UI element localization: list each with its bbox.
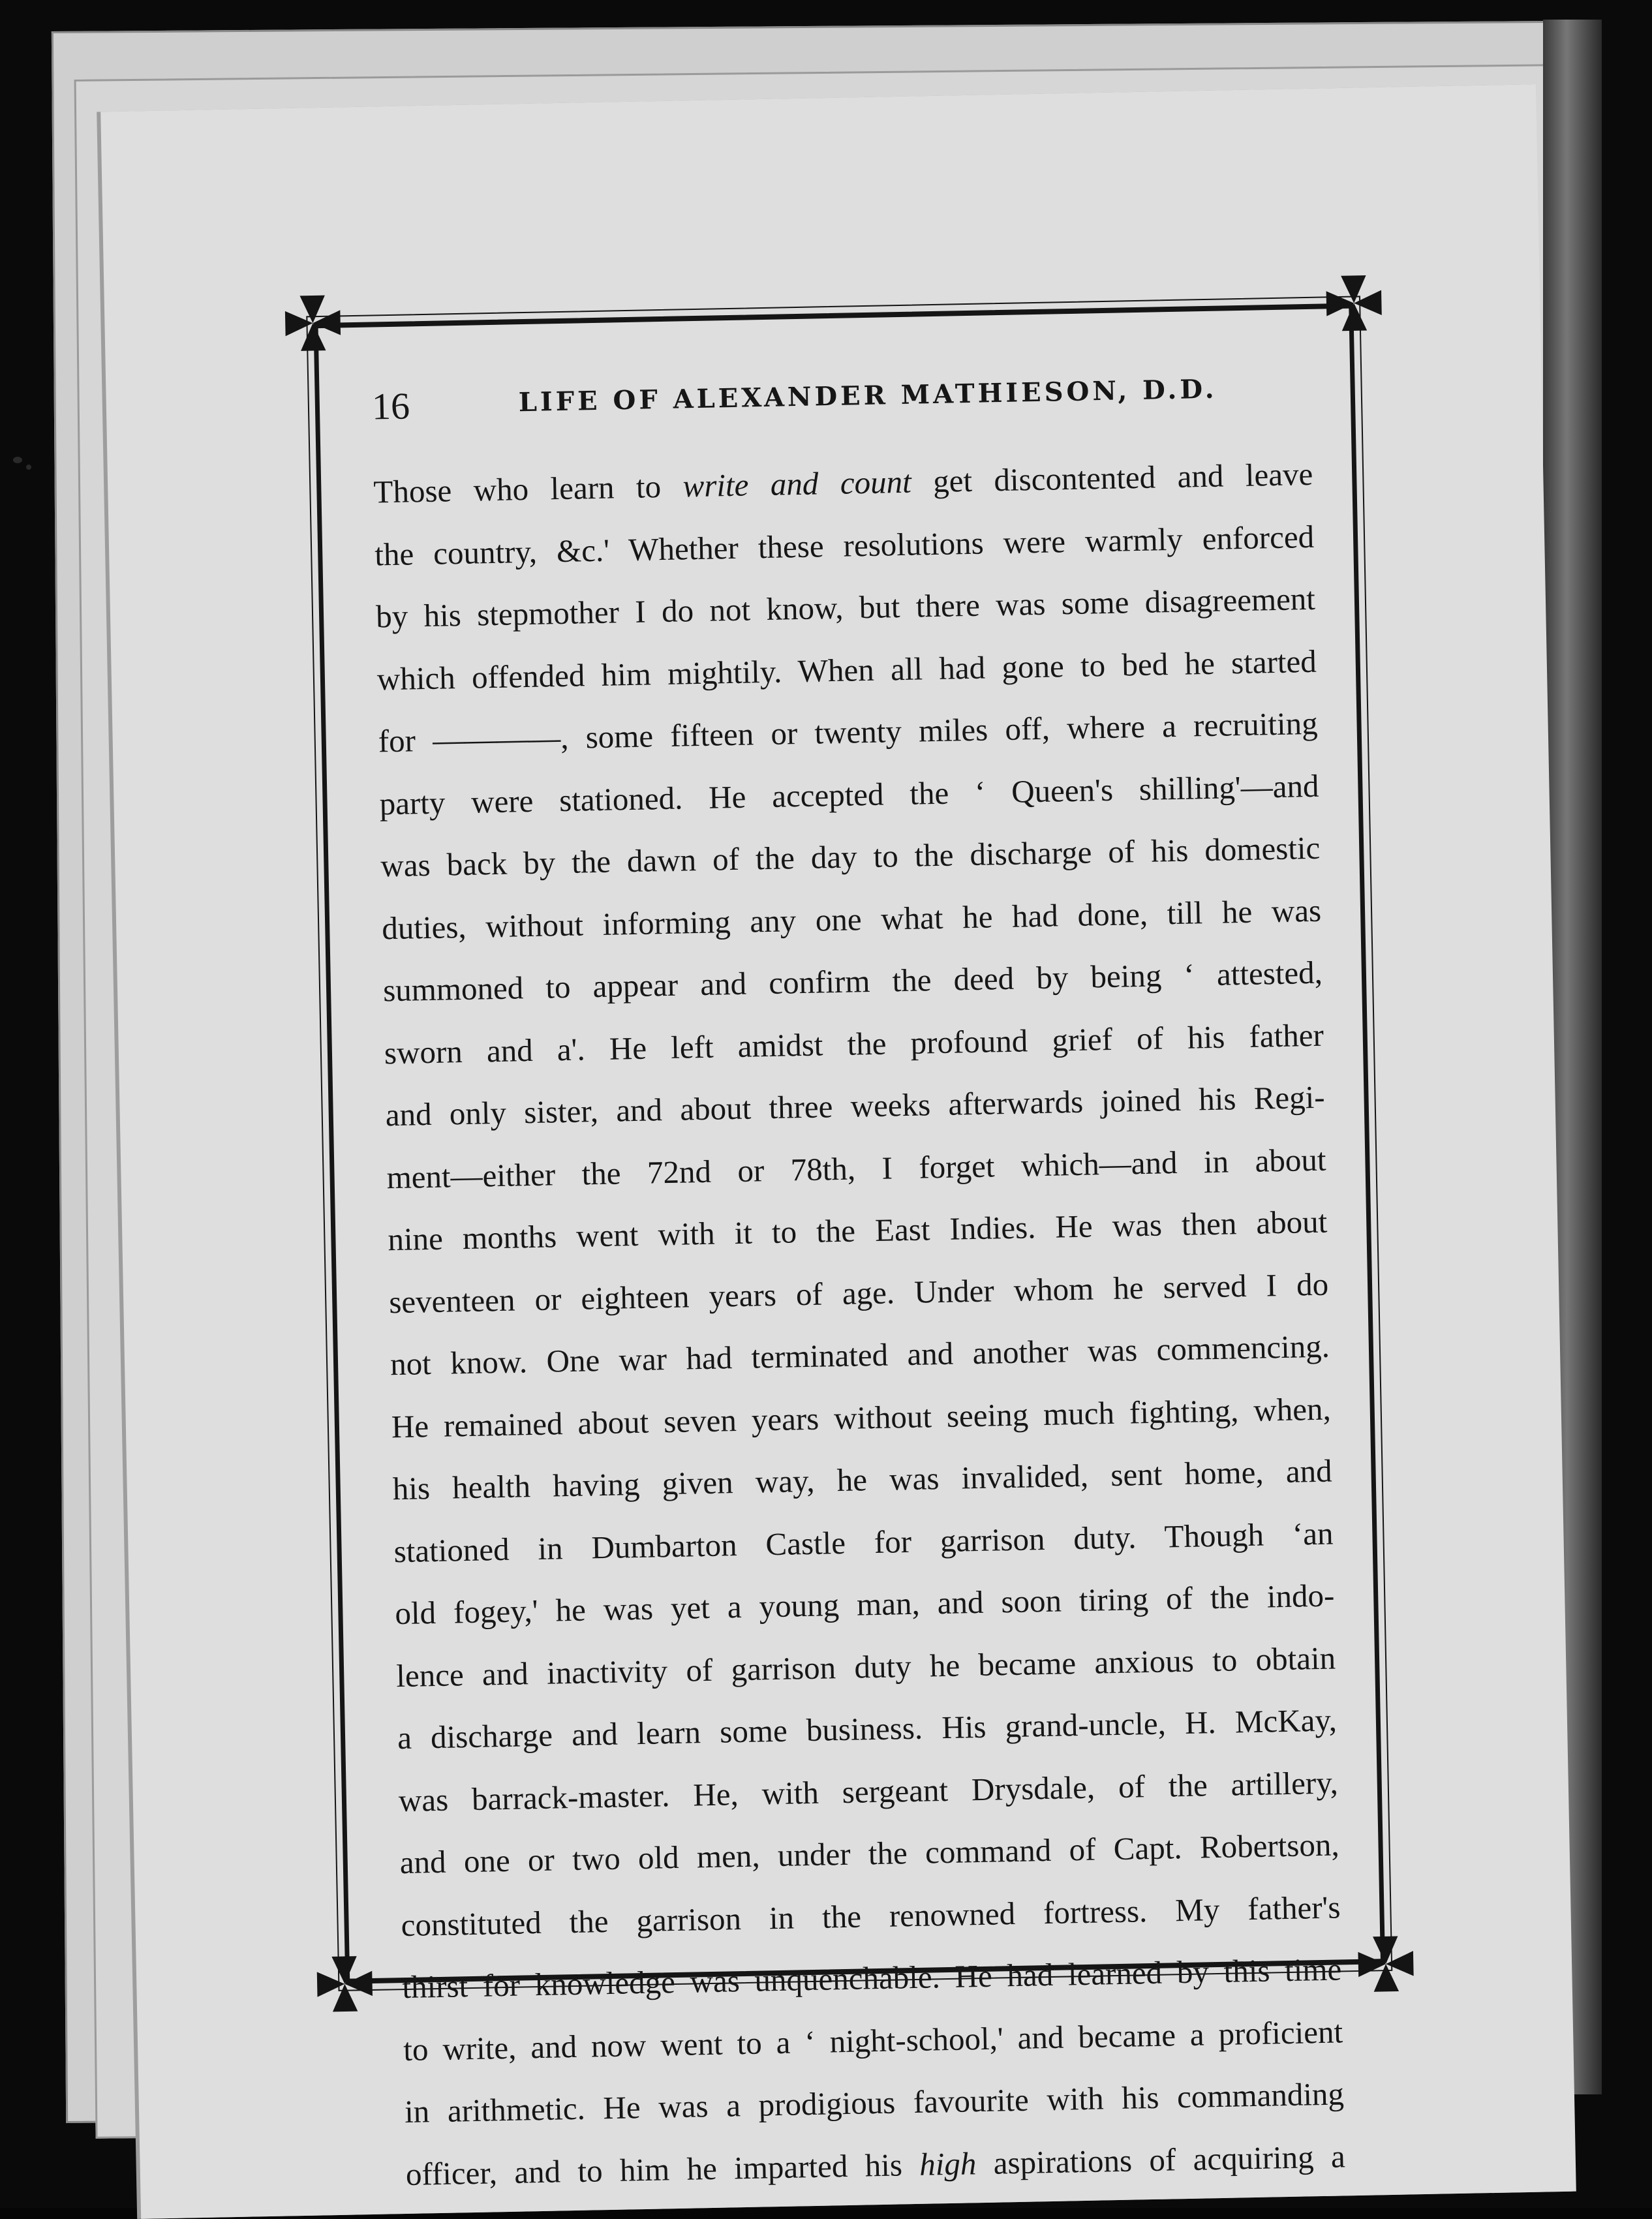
maltese-cross-icon	[1354, 1932, 1418, 1996]
text-segment: stationed in Dumbarton Castle for garrison duty. Though ‘an	[393, 1515, 1334, 1569]
page-header	[371, 367, 1298, 436]
text-segment: and only sister, and about three weeks afterwards joined his Regi-	[385, 1079, 1326, 1133]
body-text	[373, 443, 1346, 2205]
maltese-cross-icon	[313, 1952, 376, 2016]
text-segment: his health having given way, he was invalided, sent home, and	[392, 1452, 1333, 1507]
scan-speck	[13, 457, 22, 463]
italic-text: high	[919, 2145, 977, 2182]
text-segment: ment—either the 72nd or 78th, I forget which—and in about	[386, 1141, 1326, 1195]
text-segment: party were stationed. He accepted the ‘ Queen's shilling'—and	[379, 767, 1319, 821]
italic-text: write and count	[682, 463, 912, 504]
text-segment: in arithmetic. He was a prodigious favourite with his commanding	[404, 2075, 1345, 2130]
text-segment: and one or two old men, under the command of Capt. Robertson,	[399, 1826, 1340, 1881]
text-segment: not know. One war had terminated and another was commencing.	[390, 1328, 1330, 1383]
text-segment: nine months went with it to the East Indies. He was then about	[387, 1203, 1328, 1258]
text-segment: was barrack-master. He, with sergeant Drysdale, of the artillery,	[398, 1764, 1339, 1818]
scan-speck	[26, 465, 31, 470]
book-page	[100, 84, 1576, 2219]
text-segment: summoned to appear and confirm the deed by being ‘ attested,	[382, 954, 1323, 1009]
text-segment: Those who learn to	[373, 468, 684, 510]
text-segment: by his stepmother I do not know, but there was some disagreement	[375, 580, 1316, 635]
text-segment: the country, &c.' Whether these resolutions were warmly enforced	[374, 518, 1315, 572]
text-segment: officer, and to him he imparted his	[405, 2146, 920, 2192]
text-segment: constituted the garrison in the renowned fortress. My father's	[401, 1888, 1341, 1943]
text-segment: was back by the dawn of the day to the discharge of his domestic	[380, 829, 1321, 884]
page-border-frame	[313, 303, 1385, 2192]
text-segment: sworn and a'. He left amidst the profound grief of his father	[384, 1017, 1324, 1071]
text-segment: lence and inactivity of garrison duty he became anxious to obtain	[395, 1640, 1336, 1694]
text-segment: seventeen or eighteen years of age. Under whom he served I do	[388, 1266, 1329, 1320]
text-segment: for ————, some fifteen or twenty miles off, where a recruiting	[378, 705, 1319, 759]
text-segment: duties, without informing any one what he had done, till he was	[381, 892, 1322, 946]
maltese-cross-icon	[1322, 271, 1386, 335]
text-segment: He remained about seven years without seeing much fighting, when,	[391, 1390, 1332, 1445]
text-segment: old fogey,' he was yet a young man, and soon tiring of the indo-	[394, 1577, 1335, 1632]
text-segment: which offended him mightily. When all had gone to bed he started	[376, 643, 1317, 697]
running-head: LIFE OF ALEXANDER MATHIESON, D.D.	[518, 373, 1217, 418]
page-number: 16	[371, 384, 410, 428]
text-segment: get discontented and leave	[911, 455, 1313, 500]
maltese-cross-icon	[281, 291, 345, 355]
text-segment: a discharge and learn some business. His grand-uncle, H. McKay,	[397, 1702, 1338, 1756]
text-segment: thirst for knowledge was unquenchable. He had learned by this time	[401, 1951, 1342, 2006]
text-segment: to write, and now went to a ‘ night-school,' and became a proficient	[403, 2013, 1343, 2068]
text-segment: aspirations of acquiring a	[975, 2137, 1346, 2181]
